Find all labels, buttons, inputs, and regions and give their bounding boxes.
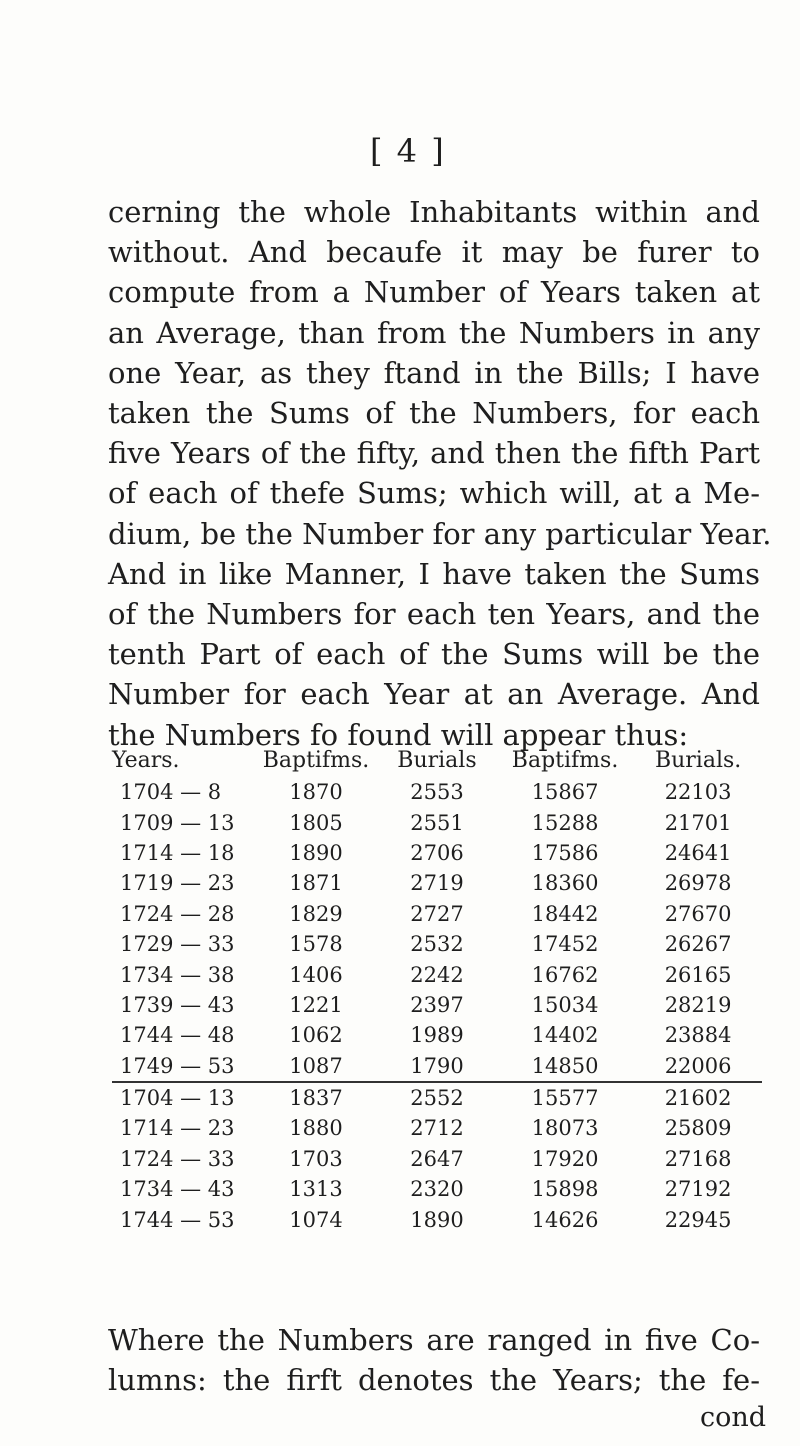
cell-baptisms-sum: 15288 [531,810,599,835]
table-body [112,777,762,1235]
cell-years: 1744 — 53 [120,1207,235,1232]
cell-burials: 1790 [378,1051,496,1082]
cell-baptisms: 1871 [289,871,343,896]
cell-burials-sum: 21602 [664,1086,732,1111]
cell-years: 1744 — 48 [120,1023,235,1048]
cell-baptisms-sum: 18073 [531,1116,599,1141]
paragraph-line: dium, be the Number for any particular Year. [108,516,772,551]
cell-baptisms-sum: 15898 [531,1177,599,1202]
cell-burials-sum: 22103 [664,780,732,805]
closing-paragraph [108,1320,760,1400]
cell-burials: 1890 [410,1207,464,1232]
cell-baptisms: 1087 [254,1051,378,1082]
cell-burials: 1989 [410,1023,464,1048]
cell-baptisms-sum: 14850 [496,1051,634,1082]
cell-baptisms: 1578 [289,932,343,957]
cell-burials: 2532 [410,932,464,957]
table-row [112,807,762,837]
cell-burials: 2242 [410,962,464,987]
cell-burials-sum: 27670 [664,901,732,926]
cell-baptisms-sum: 17920 [531,1146,599,1171]
cell-baptisms-sum: 14402 [531,1023,599,1048]
paragraph-line: compute from a Number of Years taken at [108,275,760,310]
table-row [112,1174,762,1204]
cell-burials: 2712 [410,1116,464,1141]
cell-years: 1739 — 43 [120,992,235,1017]
paragraph-line: Where the Numbers are ranged in five Co- [108,1323,760,1357]
cell-baptisms: 1837 [289,1086,343,1111]
cell-burials: 2706 [410,840,464,865]
cell-burials-sum: 27168 [664,1146,732,1171]
cell-baptisms-sum: 18360 [531,871,599,896]
cell-baptisms-sum: 17586 [531,840,599,865]
body-paragraph [108,192,772,755]
cell-burials: 2553 [410,780,464,805]
cell-baptisms: 1221 [289,992,343,1017]
header-years: Years. [112,747,180,773]
paragraph-line: one Year, as they ftand in the Bills; I have [108,355,760,390]
paragraph-line: And in like Manner, I have taken the Sums [108,556,760,591]
cell-baptisms-sum: 15577 [531,1086,599,1111]
cell-years: 1709 — 13 [120,810,235,835]
header-burials: Burials [397,747,477,773]
table-row [112,1051,762,1082]
cell-years: 1749 — 53 [112,1051,254,1082]
cell-burials: 2647 [410,1146,464,1171]
paragraph-line: the Numbers fo found will appear thus: [108,717,689,752]
paragraph-line: tenth Part of each of the Sums will be the [108,637,760,672]
paragraph-line: without. And becaufe it may be furer to [108,235,760,270]
cell-burials: 2551 [410,810,464,835]
header-baptisms: Baptifms. [262,747,370,773]
cell-burials: 2727 [410,901,464,926]
table-row [112,1082,762,1113]
cell-baptisms: 1829 [289,901,343,926]
cell-years: 1734 — 38 [120,962,235,987]
table-row [112,1113,762,1143]
cell-baptisms-sum: 15867 [531,780,599,805]
cell-years: 1714 — 23 [120,1116,235,1141]
page-number: [ 4 ] [370,132,446,170]
paragraph-line: an Average, than from the Numbers in any [108,315,760,350]
cell-baptisms: 1880 [289,1116,343,1141]
catchword: cond [700,1402,767,1433]
cell-baptisms: 1313 [289,1177,343,1202]
cell-baptisms: 1062 [289,1023,343,1048]
cell-burials-sum: 26165 [664,962,732,987]
table-row [112,1020,762,1050]
cell-burials-sum: 23884 [664,1023,732,1048]
header-burials-sum: Burials. [654,747,742,773]
cell-burials-sum: 27192 [664,1177,732,1202]
cell-baptisms-sum: 18442 [531,901,599,926]
cell-years: 1724 — 28 [120,901,235,926]
cell-years: 1729 — 33 [120,932,235,957]
table-row [112,777,762,807]
table-row [112,990,762,1020]
paragraph-line: lumns: the firft denotes the Years; the fe- [108,1363,760,1397]
cell-burials: 2320 [410,1177,464,1202]
cell-baptisms: 1406 [289,962,343,987]
bills-of-mortality-table [112,743,762,1235]
cell-baptisms: 1805 [289,810,343,835]
cell-burials-sum: 25809 [664,1116,732,1141]
cell-baptisms: 1890 [289,840,343,865]
cell-years: 1704 — 8 [120,780,222,805]
cell-baptisms: 1703 [289,1146,343,1171]
header-baptisms-sum: Baptifms. [511,747,619,773]
cell-years: 1724 — 33 [120,1146,235,1171]
table-row [112,959,762,989]
cell-baptisms: 1870 [289,780,343,805]
table-row [112,1144,762,1174]
table-row [112,899,762,929]
cell-burials-sum: 26978 [664,871,732,896]
cell-burials-sum: 26267 [664,932,732,957]
paragraph-line: of each of thefe Sums; which will, at a Me- [108,476,760,511]
cell-baptisms-sum: 16762 [531,962,599,987]
cell-baptisms-sum: 17452 [531,932,599,957]
paragraph-line: Number for each Year at an Average. And [108,677,760,712]
table-row [112,838,762,868]
cell-years: 1704 — 13 [120,1086,235,1111]
cell-baptisms: 1074 [289,1207,343,1232]
paragraph-line: taken the Sums of the Numbers, for each [108,396,760,431]
cell-burials: 2552 [410,1086,464,1111]
table-header-row [112,743,762,777]
cell-baptisms-sum: 14626 [531,1207,599,1232]
cell-burials-sum: 21701 [664,810,732,835]
cell-years: 1714 — 18 [120,840,235,865]
paragraph-line: cerning the whole Inhabitants within and [108,195,760,229]
paragraph-line: five Years of the fifty, and then the fifth Part [108,436,760,471]
cell-baptisms-sum: 15034 [531,992,599,1017]
cell-burials-sum: 22006 [634,1051,762,1082]
table-row [112,1204,762,1234]
cell-years: 1719 — 23 [120,871,235,896]
cell-burials: 2397 [410,992,464,1017]
table-row [112,929,762,959]
table-row [112,868,762,898]
cell-burials-sum: 24641 [664,840,732,865]
cell-burials-sum: 28219 [664,992,732,1017]
cell-burials: 2719 [410,871,464,896]
cell-burials-sum: 22945 [664,1207,732,1232]
paragraph-line: of the Numbers for each ten Years, and the [108,597,760,632]
cell-years: 1734 — 43 [120,1177,235,1202]
